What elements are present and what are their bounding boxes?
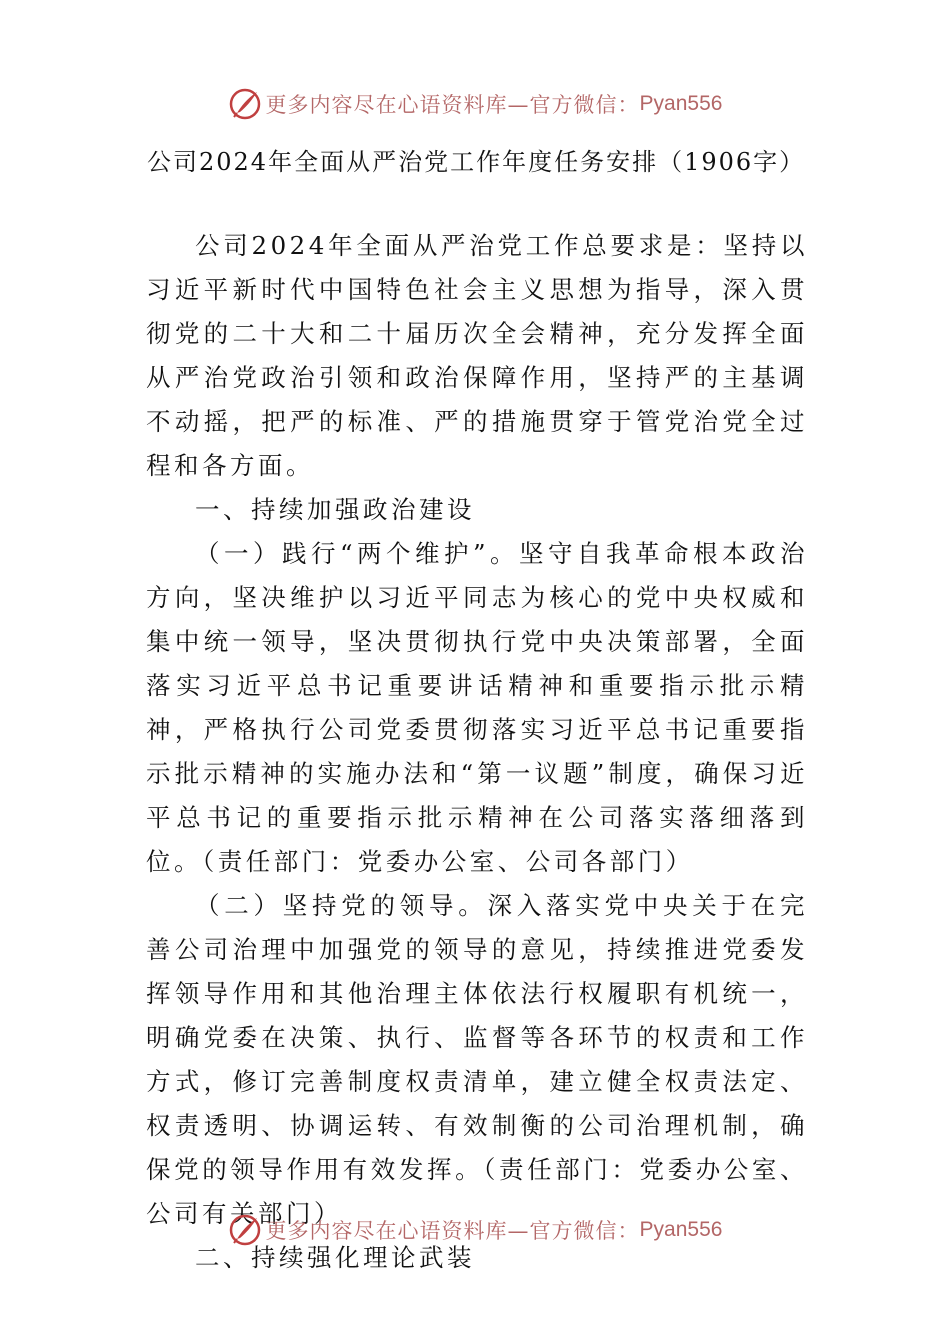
watermark-wechat-id: Pyan556 xyxy=(639,1218,723,1241)
quill-logo-icon xyxy=(228,1213,262,1247)
document-body xyxy=(146,224,808,1280)
watermark-footer xyxy=(0,1210,950,1250)
document-title: 公司2024年全面从严治党工作年度任务安排（1906字） xyxy=(147,148,806,176)
section-heading-1: 一、持续加强政治建设 xyxy=(195,495,475,524)
watermark-text: 更多内容尽在心语资料库—官方微信： xyxy=(265,93,640,117)
paragraph-item-1: （一）践行“两个维护”。坚守自我革命根本政治方向，坚决维护以习近平同志为核心的党中央权威和集中统一领导，坚决贯彻执行党中央决策部署，全面落实习近平总书记重要讲话精神和重要指示批示精神，严格执行公司党委贯彻落实习近平总书记重要指示批示精神的实施办法和“第一议题”制度，确保习近平总书记的重要指示批示精神在公司落实落细落到位。（责任部门：党委办公室、公司各部门） xyxy=(146,539,808,876)
paragraph-item-2: （二）坚持党的领导。深入落实党中央关于在完善公司治理中加强党的领导的意见，持续推进党委发挥领导作用和其他治理主体依法行权履职有机统一，明确党委在决策、执行、监督等各环节的权责和工作方式，修订完善制度权责清单，建立健全权责法定、权责透明、协调运转、有效制衡的公司治理机制，确保党的领导作用有效发挥。（责任部门：党委办公室、公司有关部门） xyxy=(146,891,808,1228)
quill-logo-icon xyxy=(228,87,262,121)
paragraph-general-requirements: 公司2024年全面从严治党工作总要求是：坚持以习近平新时代中国特色社会主义思想为指导，深入贯彻党的二十大和二十届历次全会精神，充分发挥全面从严治党政治引领和政治保障作用，坚持严的主基调不动摇，把严的标准、严的措施贯穿于管党治党全过程和各方面。 xyxy=(146,231,808,480)
section-heading-2: 二、持续强化理论武装 xyxy=(195,1243,475,1272)
watermark-text: 更多内容尽在心语资料库—官方微信： xyxy=(265,1219,640,1243)
watermark-header xyxy=(0,84,950,124)
watermark-wechat-id: Pyan556 xyxy=(639,92,723,115)
